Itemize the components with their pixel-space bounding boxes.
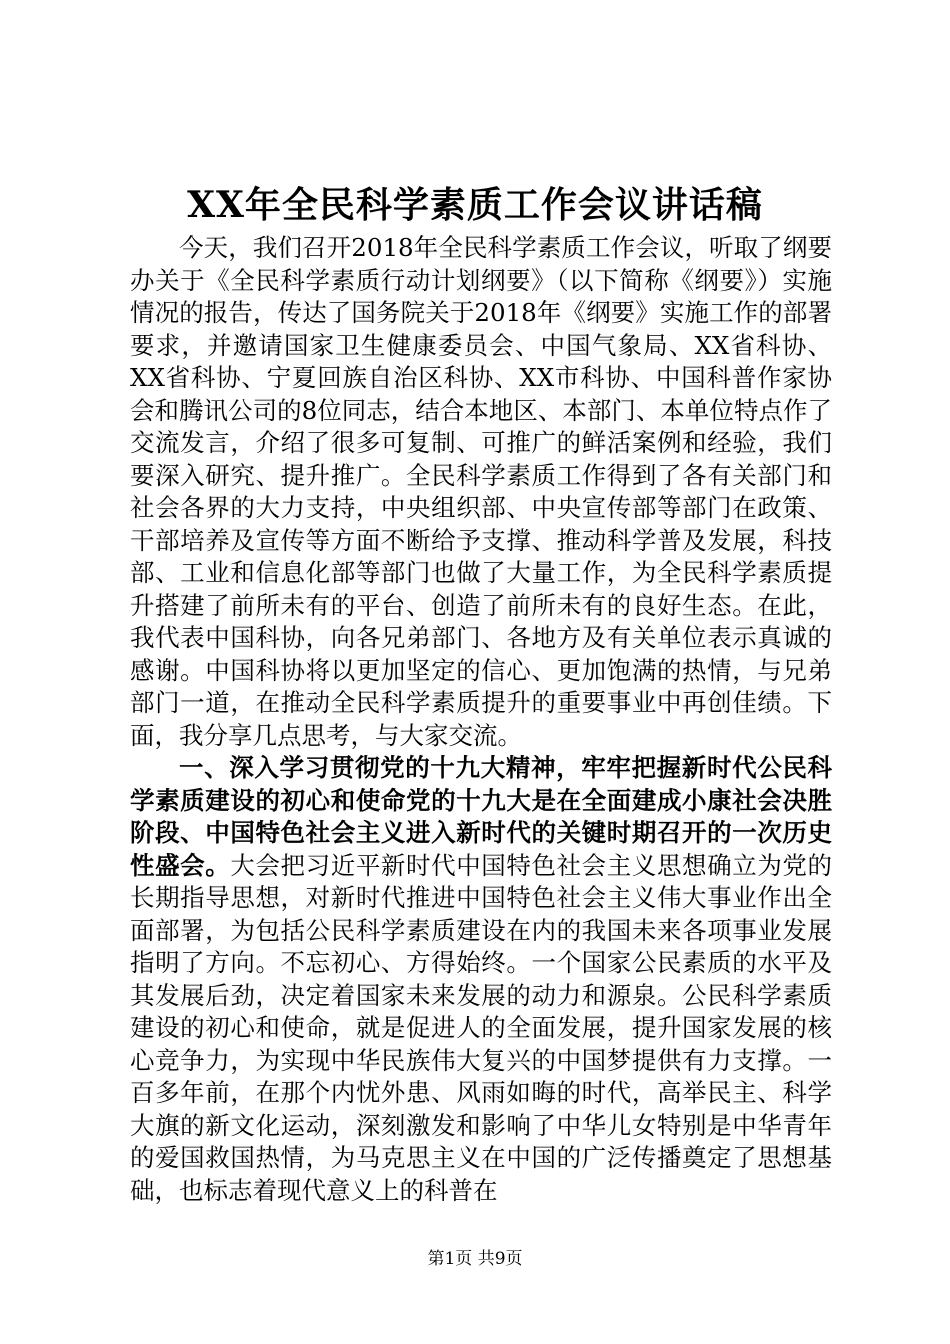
page-number-footer: 第1页 共9页	[427, 1249, 523, 1269]
paragraph-section-one	[130, 752, 832, 1207]
document-body	[130, 232, 832, 1207]
section-heading: 一、深入学习贯彻党的十九大精神，牢牢把握新时代公民科学素质建设的初心和使命党的十九大是在全面建成小康社会决胜阶段、中国特色社会主义进入新时代的关键时期召开的一次历史性盛会。	[130, 753, 832, 880]
section-body: 大会把习近平新时代中国特色社会主义思想确立为党的长期指导思想，对新时代推进中国特色社会主义伟大事业作出全面部署，为包括公民科学素质建设在内的我国未来各项事业发展指明了方向。不忘初心、方得始终。一个国家公民素质的水平及其发展后劲，决定着国家未来发展的动力和源泉。公民科学素质建设的初心和使命，就是促进人的全面发展，提升国家发展的核心竞争力，为实现中华民族伟大复兴的中国梦提供有力支撑。一百多年前，在那个内忧外患、风雨如晦的时代，高举民主、科学大旗的新文化运动，深刻激发和影响了中华儿女特别是中华青年的爱国救国热情，为马克思主义在中国的广泛传播奠定了思想基础，也标志着现代意义上的科普在	[130, 850, 833, 1205]
paragraph-intro: 今天，我们召开2018年全民科学素质工作会议，听取了纲要办关于《全民科学素质行动计划纲要》（以下简称《纲要》）实施情况的报告，传达了国务院关于2018年《纲要》实施工作的部署要求，并邀请国家卫生健康委员会、中国气象局、XX省科协、XX省科协、宁夏回族自治区科协、XX市科协、中国科普作家协会和腾讯公司的8位同志，结合本地区、本部门、本单位特点作了交流发言，介绍了很多可复制、可推广的鲜活案例和经验，我们要深入研究、提升推广。全民科学素质工作得到了各有关部门和社会各界的大力支持，中央组织部、中央宣传部等部门在政策、干部培养及宣传等方面不断给予支撑、推动科学普及发展，科技部、工业和信息化部等部门也做了大量工作，为全民科学素质提升搭建了前所未有的平台、创造了前所未有的良好生态。在此，我代表中国科协，向各兄弟部门、各地方及有关单位表示真诚的感谢。中国科协将以更加坚定的信心、更加饱满的热情，与兄弟部门一道，在推动全民科学素质提升的重要事业中再创佳绩。下面，我分享几点思考，与大家交流。	[130, 233, 832, 750]
document-title: XX年全民科学素质工作会议讲话稿	[187, 184, 763, 226]
